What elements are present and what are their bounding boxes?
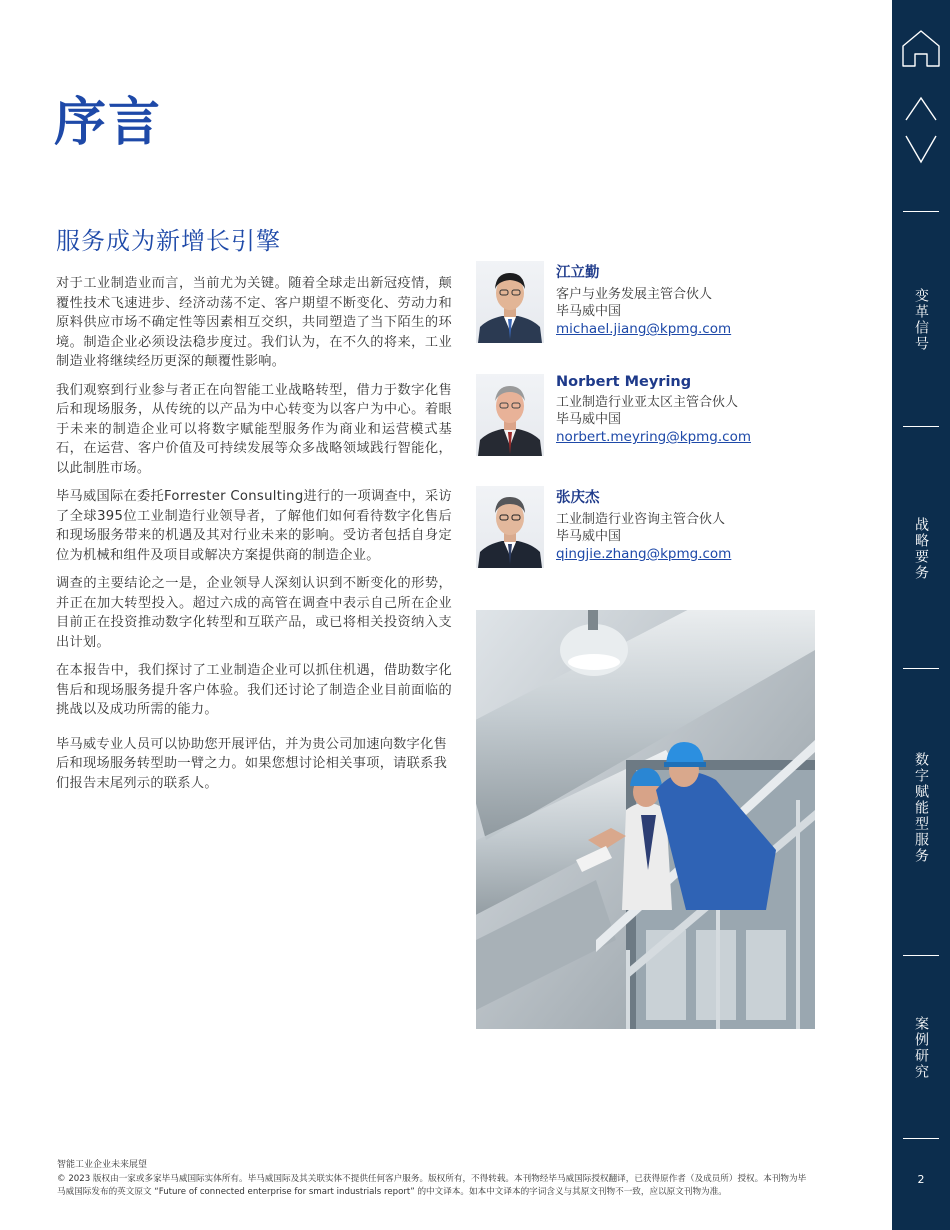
sidebar-item-strategic-imperatives[interactable] [892,517,950,581]
sidebar-divider [903,1138,939,1139]
contact-role: 工业制造行业亚太区主管合伙人 [556,395,739,410]
page-footer [57,1157,807,1198]
sidebar-divider [903,668,939,669]
contact-name: 张庆杰 [556,490,600,506]
body-paragraph: 毕马威国际在委托Forrester Consulting进行的一项调查中，采访了全球395位工业制造行业领导者，了解他们如何看待数字化售后和现场服务带来的机遇及其对行业未来的影响。受访者包括自身定位为机械和组件及项目或解决方案提供商的制造企业。 [56,489,452,563]
body-paragraph: 在本报告中，我们探讨了工业制造企业可以抓住机遇，借助数字化售后和现场服务提升客户体验。我们还讨论了制造企业目前面临的挑战以及成功所需的能力。 [56,663,452,717]
sidebar-item-digital-services[interactable] [892,752,950,864]
contact-name: Norbert Meyring [556,374,692,390]
footer-copyright: © 2023 版权由一家或多家毕马威国际实体所有。毕马威国际及其关联实体不提供任何客户服务。版权所有，不得转载。本刊物经毕马威国际授权翻译，已获得原作者（及成员所）授权。本刊物为毕马威国际发布的英文原文 “Future of connected enterprise for smart industrials report” 的中文译本。如本中文译本的字词含义与其原文刊物不一致，应以原文刊物为准。 [57,1174,807,1197]
contact-role: 工业制造行业咨询主管合伙人 [556,512,726,527]
factory-engineers-photo [476,610,815,1029]
page-number: 2 [917,1173,925,1186]
footer-report-name: 智能工业企业未来展望 [57,1160,148,1170]
sidebar-divider [903,211,939,212]
home-icon[interactable] [892,26,950,72]
sidebar-item-label: 战略要务 [913,517,929,581]
contact-card [476,374,776,456]
contact-card [476,486,776,568]
contact-photo [476,374,544,456]
contact-org: 毕马威中国 [556,529,622,544]
chevron-up-icon[interactable] [892,94,950,124]
sidebar-item-signals-of-change[interactable] [892,288,950,352]
body-paragraph: 我们观察到行业参与者正在向智能工业战略转型，借力于数字化售后和现场服务，从传统的以产品为中心转变为以客户为中心。着眼于未来的制造企业可以将数字赋能型服务作为商业和运营模式基石，在运营、客户价值及可持续发展等众多战略领域践行智能化，以此制胜市场。 [56,382,452,476]
sidebar-item-label: 数字赋能型服务 [913,752,929,864]
body-paragraph: 调查的主要结论之一是，企业领导人深刻认识到不断变化的形势，并正在加大转型投入。超过六成的高管在调查中表示自己所在企业目前正在投资推动数字化转型和互联产品，或已将相关投资纳入支出计划。 [56,576,452,650]
sidebar-item-label: 案例研究 [913,1016,929,1080]
contact-photo [476,486,544,568]
sidebar-divider [903,955,939,956]
contact-photo [476,261,544,343]
side-navigation [892,0,950,1230]
sidebar-item-case-studies[interactable] [892,1016,950,1080]
sidebar-item-label: 变革信号 [913,288,929,352]
body-paragraph: 毕马威专业人员可以协助您开展评估，并为贵公司加速向数字化售后和现场服务转型助一臂之力。如果您想讨论相关事项，请联系我们报告末尾列示的联系人。 [56,736,448,791]
contact-email-link[interactable]: norbert.meyring@kpmg.com [556,429,751,445]
sidebar-divider [903,426,939,427]
contact-name: 江立勤 [556,265,600,281]
contact-org: 毕马威中国 [556,304,622,319]
contact-email-link[interactable]: qingjie.zhang@kpmg.com [556,546,732,562]
body-text-column [56,274,452,802]
contact-email-link[interactable]: michael.jiang@kpmg.com [556,321,732,337]
contact-role: 客户与业务发展主管合伙人 [556,287,713,302]
chevron-down-icon[interactable] [892,132,950,166]
contact-org: 毕马威中国 [556,412,622,427]
page-title: 序言 [54,93,163,153]
body-paragraph: 对于工业制造业而言，当前尤为关键。随着全球走出新冠疫情，颠覆性技术飞速进步、经济动荡不定、客户期望不断变化、劳动力和原料供应市场不确定性等因素相互交织，共同塑造了当下陌生的环境。制造企业必须设法稳步度过。我们认为，在不久的将来，工业制造业将继续经历更深的颠覆性影响。 [56,276,452,369]
section-title: 服务成为新增长引擎 [56,227,281,255]
contact-card [476,261,776,343]
